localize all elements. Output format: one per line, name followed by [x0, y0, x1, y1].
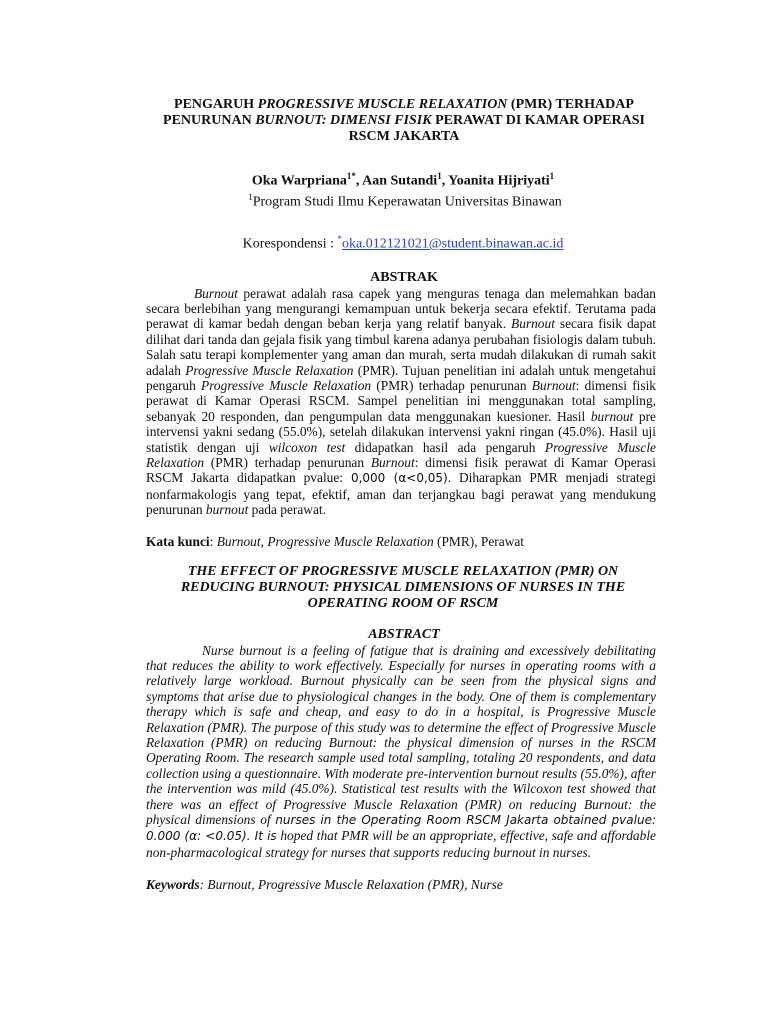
- paper-title: PENGARUH PROGRESSIVE MUSCLE RELAXATION (PMR) TERHADAP PENURUNAN BURNOUT: DIMENSI FISIK PERAWAT DI KAMAR OPERASI RSCM JAKARTA: [163, 97, 645, 144]
- abstract-heading: ABSTRACT: [368, 627, 440, 643]
- author-list: Oka Warpriana$^{1*}$, Aan Sutandi$^1$, Yoanita Hijriyati$^1$: [251, 171, 555, 189]
- affiliation: $^1$Program Studi Ilmu Keperawatan Universitas Binawan: [248, 192, 562, 210]
- correspondence: Korespondensi : *oka.012121021@student.binawan.ac.id: [242, 234, 564, 252]
- keywords: Keywords: Burnout, Progressive Muscle Relaxation (PMR), Nurse: [146, 877, 503, 893]
- email-link[interactable]: oka.012121021@student.binawan.ac.id: [342, 236, 564, 252]
- kata-kunci: Kata kunci: Burnout, Progressive Muscle Relaxation (PMR), Perawat: [146, 533, 525, 549]
- abstrak-heading: ABSTRAK: [370, 270, 438, 286]
- english-title: THE EFFECT OF PROGRESSIVE MUSCLE RELAXATION (PMR) ON REDUCING BURNOUT: PHYSICAL DIMENSIONS OF NURSES IN THE OPERATING ROOM OF RSCM: [180, 564, 626, 612]
- abstrak-text: Burnout perawat adalah rasa capek yang menguras tenaga dan melemahkan badan secara berlebihan yang mengurangi kemampuan untuk bekerja secara efektif. Terutama pada perawat di kamar bedah dengan beban kerja yang relatif banyak. Burnout secara fisik dapat dilihat dari tanda dan gejala fisik yang timbul karena adanya perubahan fisiologis dalam tubuh. Salah satu terapi komplementer yang aman dan murah, serta mudah dilakukan di rumah sakit adalah Progressive Muscle Relaxation (PMR). Tujuan penelitian ini adalah untuk mengetahui pengaruh Progressive Muscle Relaxation (PMR) terhadap penurunan Burnout: dimensi fisik perawat di Kamar Operasi RSCM. Sampel penelitian ini menggunakan total sampling, sebanyak 20 responden, dan pengumpulan data menggunakan kuesioner. Hasil burnout pre intervensi yakni sedang (55.0%), setelah dilakukan intervensi yakni ringan (45.0%). Hasil uji statistik dengan uji wilcoxon test didapatkan hasil ada pengaruh Progressive Muscle Relaxation (PMR) terhadap penurunan Burnout: dimensi fisik perawat di Kamar Operasi RSCM Jakarta didapatkan pvalue: 0,000 (α<0,05). Diharapkan PMR menjadi strategi nonfarmakologis yang tepat, efektif, aman dan terjangkau bagi perawat yang mendukung penurunan burnout pada perawat.: [146, 285, 657, 518]
- abstract-text: Nurse burnout is a feeling of fatigue that is draining and excessively debilitating that reduces the ability to work effectively. Especially for nurses in operating rooms with a relatively large workload. Burnout physically can be seen from the physical signs and symptoms that arise due to physiological changes in the body. One of them is complementary therapy which is safe and cheap, and easy to do in a hospital, is Progressive Muscle Relaxation (PMR). The purpose of this study was to determine the effect of Progressive Muscle Relaxation (PMR) on reducing Burnout: the physical dimension of nurses in the RSCM Operating Room. The research sample used total sampling, totaling 20 respondents, and data collection using a questionnaire. With moderate pre-intervention burnout results (55.0%), after the intervention was mild (45.0%). Statistical test results with the Wilcoxon test showed that there was an effect of Progressive Muscle Relaxation (PMR) on reducing Burnout: the physical dimensions of nurses in the Operating Room RSCM Jakarta obtained pvalue: 0.000 (α: <0.05). It is hoped that PMR will be an appropriate, effective, safe and affordable non-pharmacological strategy for nurses that supports reducing burnout in nurses.: [146, 642, 656, 860]
